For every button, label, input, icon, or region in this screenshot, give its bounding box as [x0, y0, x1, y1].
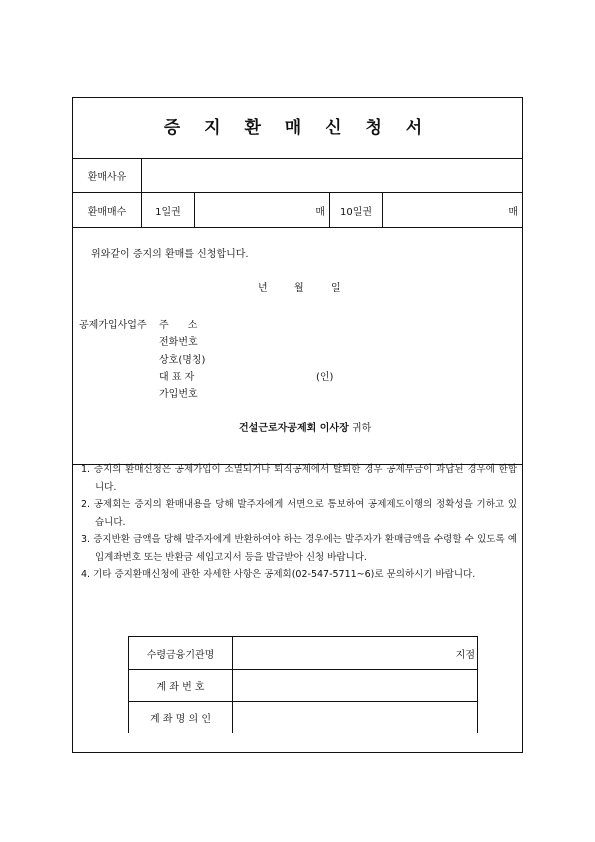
statement-text: 위와같이 증지의 환매를 신청합니다. — [91, 249, 249, 260]
bank-label: 수령금융기관명 — [129, 637, 233, 669]
recipient-suffix: 귀하 — [351, 423, 372, 434]
holder-label: 계 좌 명 의 인 — [129, 701, 233, 733]
seal-mark: (인) — [316, 372, 334, 383]
account-row — [129, 669, 477, 702]
reason-field[interactable] — [142, 158, 522, 192]
note-item: 3. 증지반환 금액을 당해 발주자에게 반환하여야 하는 경우에는 발주자가 환매금액을 수령할 수 있도록 예입계좌번호 또는 반환금 세입고지서 등을 발급받아 신청 바랍니다. — [81, 534, 517, 563]
date-day: 일 — [331, 283, 341, 294]
recipient-name: 건설근로자공제회 이사장 — [239, 423, 349, 434]
note-item: 1. 증지의 환매신청은 공제가입이 소멸되거나 퇴직공제에서 탈퇴한 경우 공제부금이 과납된 경우에 한합니다. — [81, 464, 517, 493]
company-label: 상호(명칭) — [159, 355, 206, 366]
date-year: 년 — [258, 283, 268, 294]
ten-day-label: 10일권 — [339, 206, 373, 218]
phone-label: 전화번호 — [159, 337, 198, 348]
date-month: 월 — [294, 283, 304, 294]
count-row — [73, 193, 522, 228]
one-day-count-field[interactable] — [195, 193, 329, 227]
representative-label: 대 표 자 — [159, 372, 195, 383]
account-label: 계 좌 번 호 — [129, 669, 233, 701]
ten-day-count-field[interactable] — [383, 193, 522, 227]
recipient — [239, 419, 371, 434]
member-no-label: 가입번호 — [159, 389, 198, 400]
holder-row — [129, 701, 477, 733]
notes-list — [81, 461, 517, 584]
note-item: 4. 기타 증지환매신청에 관한 자세한 사항은 공제회(02-547-5711~6)로 문의하시기 바랍니다. — [81, 569, 476, 580]
branch-suffix: 지점 — [455, 649, 475, 661]
bank-row — [129, 637, 477, 670]
reason-label: 환매사유 — [87, 171, 127, 183]
unit-label-2: 매 — [508, 206, 518, 218]
applicant-heading: 공제가입사업주 — [79, 320, 147, 331]
form-title: 증 지 환 매 신 청 서 — [73, 98, 522, 159]
one-day-label: 1일권 — [155, 206, 181, 218]
bank-info-table — [128, 636, 478, 733]
note-item: 2. 공제회는 증지의 환매내용을 당해 발주자에게 서면으로 통보하여 공제제도이행의 정확성을 기하고 있습니다. — [81, 499, 517, 528]
address-label: 주 소 — [159, 320, 198, 331]
bank-name-field[interactable] — [234, 637, 477, 669]
count-label: 환매매수 — [87, 206, 127, 218]
unit-label-1: 매 — [315, 206, 325, 218]
statement-section — [73, 228, 522, 465]
holder-field[interactable] — [234, 701, 477, 733]
account-number-field[interactable] — [234, 669, 477, 701]
refund-application-form — [72, 97, 523, 753]
reason-row — [73, 158, 522, 193]
